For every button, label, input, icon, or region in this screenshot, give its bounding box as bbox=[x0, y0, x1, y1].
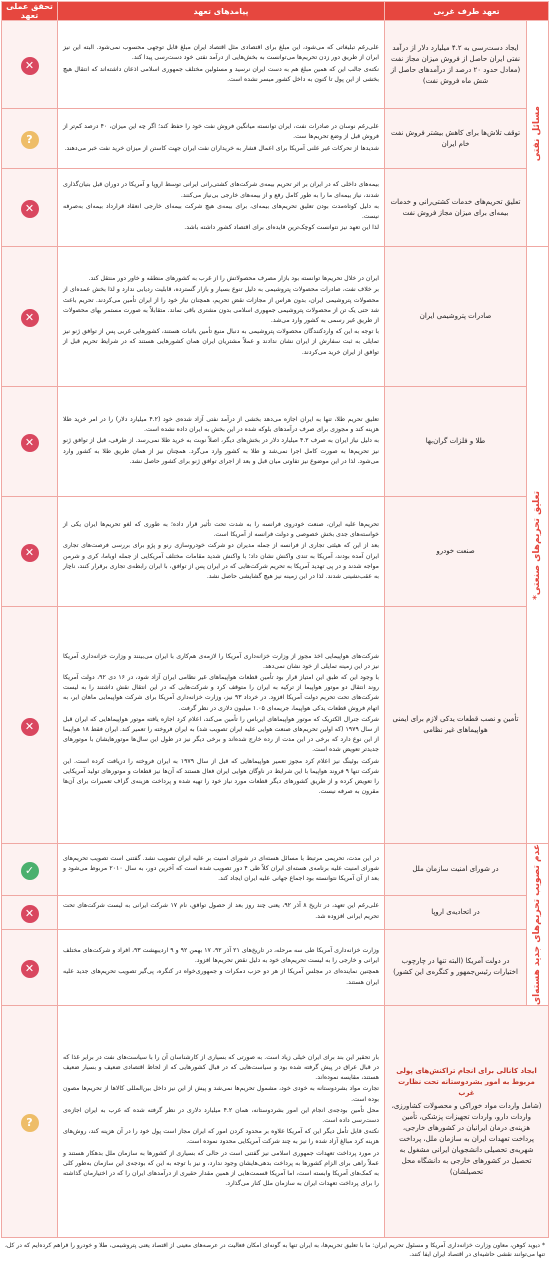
question-icon: ? bbox=[21, 1114, 39, 1132]
obligations-table-wrapper bbox=[1, 1, 549, 1262]
group-new-sanctions bbox=[527, 844, 549, 1006]
close-icon: ✕ bbox=[21, 434, 39, 452]
obligation-cell: تأمین و نصب قطعات یدکی لازم برای ایمنی هواپیماهای غیر نظامی bbox=[385, 607, 527, 844]
consequence-paragraph: علی‌رغم این تعهد، در تاریخ ۸ آذر ۹۲، یعنی چند روز بعد از حصول توافق، نام ۱۷ شرکت ایرانی به لیست شرکت‌های تحت تحریم ایرانی افزوده شد. bbox=[63, 902, 380, 920]
consequence-paragraph: با توجه به این که واردکنندگان محصولات پتروشیمی به دنبال منبع تأمین باثبات هستند، کشورهایی غربی پس از توافق ژنو نیز تمایلی به ثبت سفارش از ایران نشان ندادند و عملاً مشتریان ایران همان کشورهایی هستند که در شرایط تحریم قبل از توافق از ایران خرید می‌کردند. bbox=[63, 328, 379, 356]
consequence-paragraph: به دلیل کوتاه‌مدت بودن تعلیق تحریم‌های بیمه‌ای، برای بیمه‌ی هیچ شرکت بیمه‌ای خارجی انعقاد قرارداد بیمه‌ای به‌صرفه نیست. bbox=[63, 202, 379, 221]
consequence-paragraph: نکته‌ی جالب این که همین مبلغ هم به دست ایران نرسید و مسئولین مختلف جمهوری اسلامی اذعان داشته‌اند که انتقال هیچ بخشی از این پول تا کنون به داخل کشور میسر نشده است. bbox=[63, 65, 379, 83]
consequences-cell bbox=[58, 387, 385, 497]
consequence-paragraph: وزارت خزانه‌داری آمریکا طی سه مرحله، در تاریخ‌های ۲۱ آذر ۹۲، ۱۷ بهمن ۹۲ و ۹ اردیبهشت ۹۳، افراد و شرکت‌های مختلف ایرانی و خارجی را به لیست تحریم‌های خود به دلیل نقض تحریم‌ها افزود. bbox=[63, 946, 379, 965]
consequence-paragraph: شرکت‌های هواپیمایی اخذ مجوز از وزارت خزانه‌داری آمریکا را لازمه‌ی هم‌کاری با ایران می‌بینند و وزارت خزانه‌داری آمریکا نیز در این زمینه تمایلی از خود نشان نمی‌دهد. bbox=[63, 652, 379, 670]
status-cell bbox=[2, 387, 58, 497]
table-row bbox=[2, 247, 549, 387]
status-cell bbox=[2, 607, 58, 844]
close-icon: ✕ bbox=[21, 309, 39, 327]
obligation-cell bbox=[385, 1006, 549, 1238]
consequences-cell bbox=[58, 607, 385, 844]
obligation-cell: در اتحادیه‌ی اروپا bbox=[385, 895, 527, 929]
group-label: مسائل نفتی bbox=[532, 105, 542, 162]
status-cell bbox=[2, 844, 58, 896]
consequence-paragraph: با وجود این که طبق این امتیاز قرار بود تأمین قطعات هواپیماهای غیر نظامی ایران آزاد شود، در ۱۶ دی ۹۲، دولت آمریکا روند انتقال دو موتور هواپیما از ترکیه به ایران را متوقف کرد و شرکت‌هایی که در این انتقال نقش داشتند را به لیست شرکت‌های تحت تحریم دولت آمریکا افزود. در خرداد ۹۳ نیز، وزارت خزانه‌داری آمریکا برای شرکت هواپیمایی ماهان ایر، به اتهام فروش قطعات یدکی هواپیما، جریمه‌ای ۱.۰۵ میلیون دلاری در نظر گرفت. bbox=[63, 673, 380, 712]
consequence-paragraph: علی‌رغم نوسان در صادرات نفت، ایران توانسته میانگین فروش نفت خود را حفظ کند؛ اگر چه این میزان، ۴۰ درصد کم‌تر از فروش قبل از وضع تحریم‌ها ست. bbox=[63, 123, 379, 141]
obligation-cell: در شورای امنیت سازمان ملل bbox=[385, 844, 527, 896]
consequence-paragraph: بر خلاف نفت، صادرات محصولات پتروشیمی به دلیل تنوع بسیار و بازار گسترده، قابلیت ردیابی ندارد و لذا بخش عمده‌ای از محصولات پتروشیمی ایران، بدون هراس از مجازات نقض تحریم، همچنان نیاز خود را از ایران تأمین می‌کردند. تحریم باعث شد حتی یک تن از محصولات پتروشیمی جمهوری اسلامی بدون مشتری باقی نماند. متقابلاً به صورت مستمر بهای محصولات از طریق غیر رسمی به کشور وارد می‌شد. bbox=[63, 286, 379, 324]
group-sanctions bbox=[527, 247, 549, 844]
table-header-row bbox=[2, 2, 549, 21]
header-obligation: تعهد طرف غربی bbox=[385, 2, 549, 21]
footnote: * دیوید کوهن، معاون وزارت خزانه‌داری آمریکا و مسئول تحریم ایران: ما با تعلیق تحریم‌ها، به ایران تنها به گونه‌ای امکان فعالیت در عرصه‌های معینی از اقتصاد یعنی پتروشیمی، طلا و خودرو را فراهم کرده‌ایم که در کل، تنها می‌توانند نقشی حاشیه‌ای در اقتصاد ایران ایفا کنند. bbox=[5, 1242, 545, 1259]
status-cell bbox=[2, 895, 58, 929]
consequence-paragraph: بار تحقیر این بند برای ایران خیلی زیاد است. به صورتی که بسیاری از کارشناسان آن را با سیاست‌های نفت در برابر غذا که در قبال عراق در پیش گرفته شده بود و سیاست‌هایی که در قبال کشورهایی که از لحاظ اقتصادی ضعیف و بسیار ضعیف هستند، مقایسه نموده‌اند. bbox=[63, 1053, 379, 1082]
table-row bbox=[2, 497, 549, 607]
table-row bbox=[2, 895, 549, 929]
consequences-cell bbox=[58, 21, 385, 109]
status-cell bbox=[2, 169, 58, 247]
consequence-paragraph: ایران در خلال تحریم‌ها توانسته بود بازار مصرف محصولاتش را از غرب به کشورهای منطقه و خاور دور منتقل کند. bbox=[88, 275, 379, 283]
close-icon: ✕ bbox=[21, 200, 39, 218]
status-cell bbox=[2, 247, 58, 387]
consequence-paragraph: تعلیق تحریم طلا، تنها به ایران اجازه می‌دهد بخشی از درآمد نفتی آزاد شده‌ی خود (۴.۲ میلیارد دلار) را در امر خرید طلا هزینه کند و مجوزی برای صرف درآمدهای بلوکه شده در این بخش به ایران داده نشده است. bbox=[63, 415, 379, 434]
obligation-cell: تعلیق تحریم‌های خدمات کشتی‌رانی و خدمات بیمه‌ای برای میزان مجاز فروش نفت bbox=[385, 169, 527, 247]
status-cell bbox=[2, 929, 58, 1006]
table-row bbox=[2, 1006, 549, 1238]
close-icon: ✕ bbox=[21, 57, 39, 75]
obligation-title: ایجاد کانالی برای انجام تراکنش‌های پولی مربوط به امور بشردوستانه تحت نظارت غرب bbox=[396, 1066, 537, 1097]
consequences-cell bbox=[58, 169, 385, 247]
obligation-cell: صنعت خودرو bbox=[385, 497, 527, 607]
obligation-cell: ایجاد دست‌رسی به ۴.۲ میلیارد دلار از درآمد نفتی ایران حاصل از فروش میزان مجاز نفت (معادل حدود ۲۰ درصد از درآمدهای حاصل از شش ماه فروش نفت) bbox=[385, 21, 527, 109]
consequence-paragraph: تحریم‌ها علیه ایران، صنعت خودروی فرانسه را به شدت تحت تأثیر قرار داده؛ به طوری که لغو تحریم‌ها ایران یکی از خواسته‌های جدی بخش خصوصی و دولت فرانسه از آمریکا است. bbox=[63, 520, 379, 539]
obligations-table bbox=[1, 1, 549, 1238]
close-icon: ✕ bbox=[21, 960, 39, 978]
obligation-cell: طلا و فلزات گران‌بها bbox=[385, 387, 527, 497]
table-row bbox=[2, 844, 549, 896]
consequence-paragraph: همچنین نماینده‌ای در مجلس آمریکا از هر دو حزب دمکرات و جمهوری‌خواه در کنگره، پی‌گیر تصویب تحریم‌های جدید علیه ایران هستند. bbox=[63, 968, 379, 986]
consequence-paragraph: شدیدها از تحرکات غیر علنی آمریکا برای اعمال فشار به خریداران نفت ایران جهت کاستن از میزان خرید نفت خبر می‌دهند. bbox=[64, 144, 379, 152]
status-cell bbox=[2, 21, 58, 109]
close-icon: ✕ bbox=[21, 905, 39, 923]
group-oil bbox=[527, 21, 549, 247]
consequences-cell bbox=[58, 497, 385, 607]
consequence-paragraph: علی‌رغم تبلیغاتی که می‌شود، این مبلغ برای اقتصادی مثل اقتصاد ایران مبلغ قابل توجهی محسوب نمی‌شود. البته این نیز ایران از طریق دور زدن تحریم‌ها می‌توانست به بخش‌هایی از درآمد نفتی خود دست‌رسی پیدا کند. bbox=[63, 44, 379, 62]
consequence-paragraph: محل تأمین بودجه‌ی انجام این امور بشردوستانه، همان ۴.۲ میلیارد دلاری در نظر گرفته شده که غرب به ایران اجازه‌ی دست‌رسی داده است. bbox=[63, 1106, 379, 1125]
consequences-cell bbox=[58, 1006, 385, 1238]
check-icon: ✓ bbox=[21, 862, 39, 880]
obligation-cell: صادرات پتروشیمی ایران bbox=[385, 247, 527, 387]
close-icon: ✕ bbox=[21, 718, 39, 736]
status-cell bbox=[2, 109, 58, 169]
consequence-paragraph: بعد از این که هیئتی تجاری از فرانسه از جمله مدیران دو شرکت خودروسازی رنو و پژو برای بررسی فرصت‌های تجاری ایران آمده بودند، آمریکا به تندی واکنش نشان داد؛ با واکنش شدید مقامات مختلف آمریکایی از جمله اوباما، کری و شرمن مواجه شدند و در پی تهدید آمریکا به تحریم شرکت‌هایی که در ایران پس از توافق، با ایران رابطه‌ی تجاری برقرار کنند، ناچار به عقب‌نشینی شدند. لذا در این زمینه نیز هیچ گشایشی حاصل نشد. bbox=[63, 542, 379, 580]
consequences-cell bbox=[58, 844, 385, 896]
header-consequences: پیامدهای تعهد bbox=[58, 2, 385, 21]
obligation-detail: (شامل واردات مواد خوراکی و محصولات کشاورزی، واردات دارو، واردات تجهیزات پزشکی، تأمین هزینه‌ی درمان ایرانیان در کشورهای خارجی، پرداخت تعهدات ایران به سازمان ملل، پرداخت شهریه‌ی تحصیلی دانشجویان ایرانی مشغول به تحصیل در کشورهای خارجی به دانشگاه محل تحصیلشان) bbox=[391, 1101, 542, 1176]
consequences-cell bbox=[58, 929, 385, 1006]
consequence-paragraph: نکته‌ی قابل تأمل دیگر این که آمریکا علاوه بر محدود کردن امور که ایران مجاز است پول خود را در آن هزینه کند، روش‌های هزینه کرد مبالغ آزاد شده را نیز به چند شرکت آمریکایی محدود نموده است. bbox=[63, 1128, 379, 1146]
table-row bbox=[2, 387, 549, 497]
status-cell bbox=[2, 1006, 58, 1238]
table-row bbox=[2, 109, 549, 169]
table-row bbox=[2, 929, 549, 1006]
consequence-paragraph: شرکت جنرال الکتریک که موتور هواپیماهای ایرباس را تأمین می‌کند، اعلام کرد اجازه یافته موتور هواپیماهایی که ایران قبل از سال ۱۹۷۹ (که اولین تحریم‌های صنعت هوایی علیه ایران تصویب شد) به ایران فروخته را تعمیر کند. ایران فقط ۱۸ هواپیما از این نوع دارد که برخی در این مدت از رده خارج شده‌اند و برخی دیگر نیز در طول این سال‌ها موتورهایشان با موتورهای جدیدتر تعویض شده است. bbox=[63, 715, 379, 754]
consequence-paragraph: در مورد پرداخت تعهدات جمهوری اسلامی نیز گفتنی است در حالی که بسیاری از کشورها به سازمان ملل بدهکار هستند و عملاً راهی برای الزام کشورها به پرداخت بدهی‌هایشان وجود ندارد، و نیز با توجه به این که بودجه‌ی این سازمان به‌طور کلی به کمک‌های آمریکا وابسته است، اما آمریکا قسمت‌هایی از همین مقدار حقیری از درآمدهای ایران را که در اختیارمان گذاشته را برای پرداخت تعهدات ایران به سازمان ملل کنار می‌گذارد. bbox=[63, 1149, 379, 1188]
consequences-cell bbox=[58, 247, 385, 387]
group-label: تعلیق تحریم‌های صنعتی* bbox=[532, 490, 542, 600]
header-status: تحقق عملی تعهد bbox=[2, 2, 58, 21]
consequence-paragraph: تجارت مواد بشردوستانه به خودی خود، مشمول تحریم‌ها نمی‌شد و پیش از این نیز داخل بین‌المللی کالاها از تحریم‌ها مصون بوده است. bbox=[63, 1085, 379, 1103]
consequences-cell bbox=[58, 109, 385, 169]
table-row bbox=[2, 21, 549, 109]
obligation-cell: توقف تلاش‌ها برای کاهش بیشتر فروش نفت خام ایران bbox=[385, 109, 527, 169]
consequence-paragraph: بیمه‌های داخلی که در ایران بر اثر تحریم بیمه‌ی شرکت‌های کشتی‌رانی ایرانی توسط اروپا و آمریکا در دوران قبل بنیان‌گذاری شدند، نیاز بیمه‌ای ما را به طور کامل رفع و از بیمه‌های خارجی بی‌نیاز می‌کنند. bbox=[63, 181, 379, 199]
consequence-paragraph: لذا این تعهد نیز نتوانست کوچک‌ترین فایده‌ای برای اقتصاد کشور داشته باشد. bbox=[184, 224, 379, 232]
close-icon: ✕ bbox=[21, 544, 39, 562]
consequence-paragraph: در این مدت، تحریمی مرتبط با مسائل هسته‌ای در شورای امنیت بر علیه ایران تصویب نشد. گفتنی است تصویب تحریم‌های شورای امنیت علیه برنامه‌ی هسته‌ای ایران کلاً طی ۴ دور تصویب شده است که آخرین دور، به سال ۲۰۱۰ مربوط می‌شود و بعد از آن آمریکا نتوانسته بود اجماع جهانی علیه ایران ایجاد کند. bbox=[63, 854, 379, 882]
consequence-paragraph: به دلیل نیاز ایران به صرف ۴.۲ میلیارد دلار در بخش‌های دیگر، اصلاً نوبت به خرید طلا نمی‌رسد. از طرفی، قبل از توافق ژنو نیز تحریم‌ها به صورت کامل اجرا نمی‌شد و طلا به کشور وارد می‌گرد. همچنان نیز از همان طریق طلا به کشور وارد می‌شود. لذا در این موضوع نیز تفاوتی میان قبل و بعد از اجرای توافق ژنو برای کشور حاصل نشد. bbox=[63, 437, 379, 465]
consequence-paragraph: شرکت بوئینگ نیز اعلام کرد مجوز تعمیر هواپیماهایی که قبل از سال ۱۹۷۹ به ایران فروخته را دریافت کرده است. این شرکت تنها ۹ فروند هواپیما با این شرایط در ناوگان هوایی ایران فعال هستند که آن‌ها نیز قطعات و موتورهای تولید آمریکایی را تعویض کرده و از طریق کشورهای دیگر قطعات مورد نیاز خود را تهیه شده و پرداخت هزینه‌ی گزاف تعمیرات برای آن‌ها مقرون به صرفه نیست. bbox=[63, 757, 379, 796]
status-cell bbox=[2, 497, 58, 607]
obligation-cell: در دولت آمریکا (البته تنها در چارچوب اختیارات رئیس‌جمهور و کنگره‌ی این کشور) bbox=[385, 929, 527, 1006]
group-label: عدم تصویب تحریم‌های جدید هسته‌ای bbox=[532, 844, 542, 1006]
consequences-cell bbox=[58, 895, 385, 929]
table-row bbox=[2, 169, 549, 247]
table-row bbox=[2, 607, 549, 844]
question-icon: ? bbox=[21, 131, 39, 149]
